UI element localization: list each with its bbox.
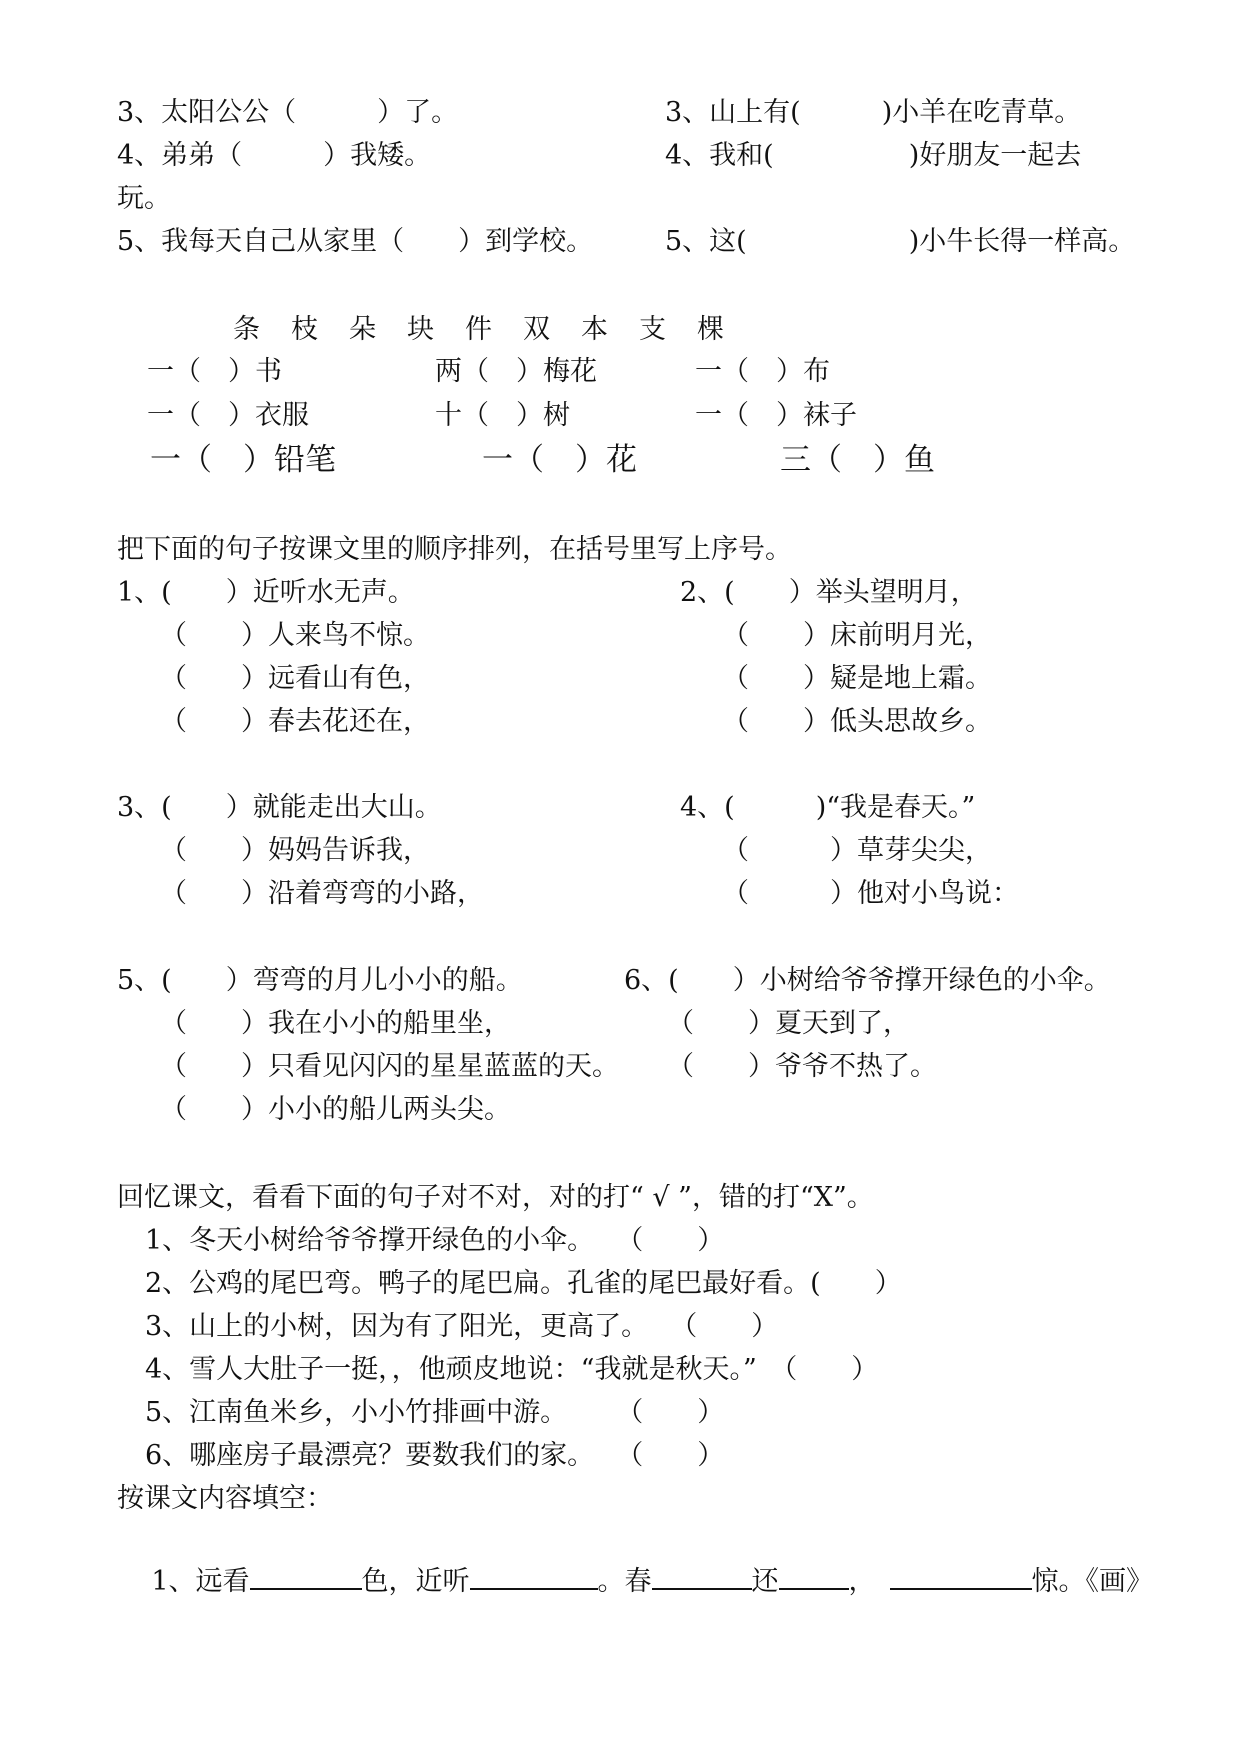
measure-row1-col3: 一（ ）布 <box>695 356 830 387</box>
fill-blank-1[interactable] <box>250 1562 362 1590</box>
q6-line2: （ ）夏天到了， <box>667 1008 910 1039</box>
fill-blank-3[interactable] <box>652 1562 752 1590</box>
q5-line1: 5、( ）弯弯的月儿小小的船。 <box>117 965 523 996</box>
tf-item-2: 2、公鸡的尾巴弯。鸭子的尾巴扁。孔雀的尾巴最好看。( ） <box>145 1268 902 1299</box>
q6-line1: 6、( ）小树给爷爷撑开绿色的小伞。 <box>624 965 1111 996</box>
measure-row2-col2: 十（ ）树 <box>435 400 570 431</box>
measure-row3-col3: 三（ ）鱼 <box>780 442 935 478</box>
q3-line2: （ ）妈妈告诉我， <box>160 835 430 866</box>
q2-line2: （ ）床前明月光， <box>722 620 992 651</box>
q5-line4: （ ）小小的船儿两头尖。 <box>160 1094 511 1125</box>
q3-line3: （ ）沿着弯弯的小路， <box>160 878 484 909</box>
fill-blank-2[interactable] <box>470 1562 598 1590</box>
measure-row3-col2: 一（ ）花 <box>482 442 637 478</box>
q5-line3: （ ）只看见闪闪的星星蓝蓝的天。 <box>160 1051 619 1082</box>
q3-line1: 3、( ）就能走出大山。 <box>117 792 442 823</box>
tf-item-1: 1、冬天小树给爷爷撑开绿色的小伞。 （ ） <box>145 1225 725 1256</box>
measure-row1-col2: 两（ ）梅花 <box>435 356 597 387</box>
tf-instruction: 回忆课文，看看下面的句子对不对，对的打“ √ ”，错的打“X”。 <box>117 1182 874 1213</box>
sentence-left-4-wrap: 玩。 <box>117 183 171 214</box>
measure-word-bank: 条 枝 朵 块 件 双 本 支 棵 <box>233 314 726 345</box>
fill-instruction: 按课文内容填空： <box>117 1483 333 1514</box>
fill-blank-5[interactable] <box>890 1562 1032 1590</box>
sentence-left-5: 5、我每天自己从家里（ ）到学校。 <box>117 226 594 257</box>
measure-row2-col1: 一（ ）衣服 <box>147 400 309 431</box>
tf-item-6: 6、哪座房子最漂亮？要数我们的家。 （ ） <box>145 1440 725 1471</box>
sentence-left-4: 4、弟弟（ ）我矮。 <box>117 140 432 171</box>
q4-line3: （ ）他对小鸟说： <box>722 878 1019 909</box>
fill-q1-part2: 色，近听 <box>361 1566 470 1597</box>
fill-q1-part4: 还 <box>751 1566 779 1597</box>
ordering-instruction: 把下面的句子按课文里的顺序排列，在括号里写上序号。 <box>117 534 792 565</box>
tf-item-3: 3、山上的小树，因为有了阳光，更高了。 （ ） <box>145 1311 779 1342</box>
q1-line1: 1、( ）近听水无声。 <box>117 577 415 608</box>
q1-line4: （ ）春去花还在， <box>160 706 430 737</box>
q6-line3: （ ）爷爷不热了。 <box>667 1051 937 1082</box>
measure-row2-col3: 一（ ）袜子 <box>695 400 857 431</box>
tf-item-5: 5、江南鱼米乡，小小竹排画中游。 （ ） <box>145 1397 725 1428</box>
fill-q1-part6: 惊。《画》 <box>1031 1566 1154 1597</box>
q2-line3: （ ）疑是地上霜。 <box>722 663 992 694</box>
sentence-right-3: 3、山上有( )小羊在吃青草。 <box>665 97 1082 128</box>
q1-line3: （ ）远看山有色， <box>160 663 430 694</box>
fill-q1-part3: 。春 <box>597 1566 652 1597</box>
q2-line4: （ ）低头思故乡。 <box>722 706 992 737</box>
sentence-left-3: 3、太阳公公（ ）了。 <box>117 97 459 128</box>
q4-line1: 4、( )“我是春天。” <box>680 792 976 823</box>
sentence-right-5: 5、这( )小牛长得一样高。 <box>665 226 1136 257</box>
fill-blank-4[interactable] <box>779 1562 849 1590</box>
q1-line2: （ ）人来鸟不惊。 <box>160 620 430 651</box>
q5-line2: （ ）我在小小的船里坐， <box>160 1008 511 1039</box>
q2-line1: 2、( ）举头望明月， <box>680 577 978 608</box>
measure-row1-col1: 一（ ）书 <box>147 356 282 387</box>
tf-item-4: 4、雪人大肚子一挺，，他顽皮地说：“我就是秋天。” （ ） <box>145 1354 879 1385</box>
fill-question-1 <box>117 1528 1153 1633</box>
q4-line2: （ ）草芽尖尖， <box>722 835 992 866</box>
fill-q1-part5: ， <box>848 1566 876 1597</box>
measure-row3-col1: 一（ ）铅笔 <box>150 442 336 478</box>
fill-q1-part1: 1、远看 <box>151 1566 250 1597</box>
sentence-right-4: 4、我和( )好朋友一起去 <box>665 140 1082 171</box>
